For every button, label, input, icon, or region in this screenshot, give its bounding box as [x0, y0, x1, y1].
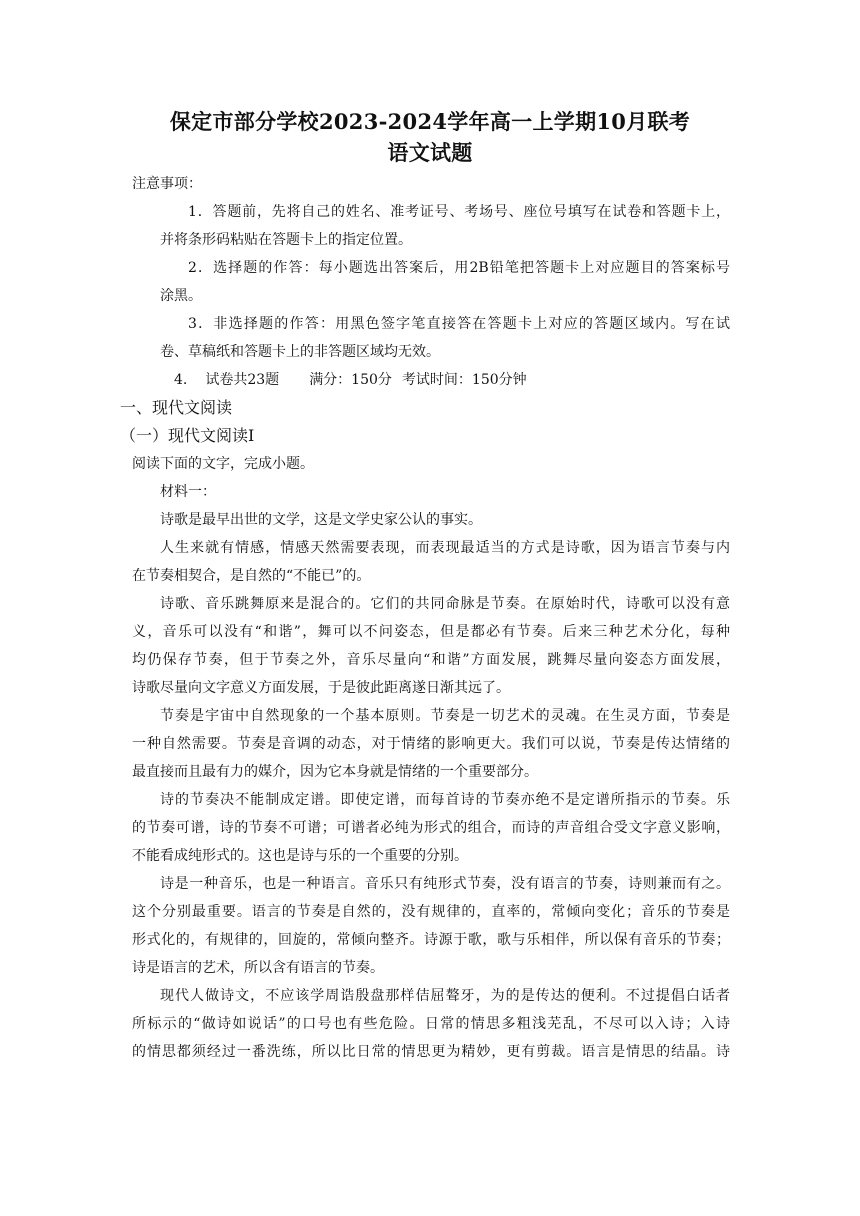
exam-title: 保定市部分学校2023-2024学年高一上学期10月联考 — [169, 109, 691, 134]
passage-line: 诗歌是最早出世的文学，这是文学史家公认的事实。 — [160, 512, 482, 528]
notes-block — [132, 170, 730, 394]
passage-line: 诗是一种音乐，也是一种语言。音乐只有纯形式节奏，没有语言的节奏，诗则兼而有之。 — [160, 876, 730, 892]
section-heading-part1: 一、现代文阅读 — [120, 398, 233, 417]
exam-duration: 考试时间：150分钟 — [401, 372, 527, 388]
passage-line: 形式化的，有规律的，回旋的，常倾向整齐。诗源于歌，歌与乐相伴，所以保有音乐的节奏； — [132, 932, 730, 948]
passage-line: 的节奏可谱，诗的节奏不可谱；可谱者必纯为形式的组合，而诗的声音组合受文字意义影响， — [132, 820, 730, 836]
passage-line: 在节奏相契合，是自然的“不能已”的。 — [132, 568, 371, 584]
note-item-3-line-1: 3．非选择题的作答：用黑色签字笔直接答在答题卡上对应的答题区域内。写在试 — [188, 316, 730, 332]
note-item-4 — [132, 366, 730, 394]
passage-line: 诗歌、音乐跳舞原来是混合的。它们的共同命脉是节奏。在原始时代，诗歌可以没有意 — [160, 596, 730, 612]
material-label: 材料一： — [160, 484, 216, 500]
note-item-4-number: 4. — [174, 372, 188, 388]
passage-line: 均仍保存节奏，但于节奏之外，音乐尽量向“和谐”方面发展，跳舞尽量向姿态方面发展， — [132, 652, 730, 668]
passage-line: 一种自然需要。节奏是音调的动态，对于情绪的影响更大。我们可以说，节奏是传达情绪的 — [132, 736, 730, 752]
note-item-3-line-2: 卷、草稿纸和答题卡上的非答题区域均无效。 — [160, 344, 440, 360]
reading-passage — [132, 506, 730, 1066]
passage-line: 所标示的“做诗如说话”的口号也有些危险。日常的情思多粗浅芜乱，不尽可以入诗；入诗 — [132, 1016, 730, 1032]
page-content — [120, 170, 730, 1066]
passage-line: 这个分别最重要。语言的节奏是自然的，没有规律的，直率的，常倾向变化；音乐的节奏是 — [132, 904, 730, 920]
reading-instruction: 阅读下面的文字，完成小题。 — [132, 456, 314, 472]
note-item-2-line-2: 涂黑。 — [160, 288, 202, 304]
exam-subject-title: 语文试题 — [387, 140, 473, 165]
notes-heading: 注意事项： — [132, 176, 202, 192]
passage-line: 现代人做诗文，不应该学周诰殷盘那样佶屈聱牙，为的是传达的便利。不过提倡白话者 — [160, 988, 730, 1004]
passage-line: 诗是语言的艺术，所以含有语言的节奏。 — [132, 960, 384, 976]
passage-line: 人生来就有情感，情感天然需要表现，而表现最适当的方式是诗歌，因为语言节奏与内 — [160, 540, 730, 556]
question-count: 试卷共23题 — [205, 372, 280, 388]
full-score: 满分：150分 — [309, 372, 392, 388]
note-item-1-line-1: 1．答题前，先将自己的姓名、准考证号、考场号、座位号填写在试卷和答题卡上， — [188, 204, 730, 220]
passage-line: 诗的节奏决不能制成定谱。即使定谱，而每首诗的节奏亦绝不是定谱所指示的节奏。乐 — [160, 792, 730, 808]
passage-line: 不能看成纯形式的。这也是诗与乐的一个重要的分别。 — [132, 848, 468, 864]
passage-line: 节奏是宇宙中自然现象的一个基本原则。节奏是一切艺术的灵魂。在生灵方面，节奏是 — [160, 708, 730, 724]
passage-line: 的情思都须经过一番洗练，所以比日常的情思更为精妙，更有剪裁。语言是情思的结晶。诗 — [132, 1044, 730, 1060]
note-item-2-line-1: 2．选择题的作答：每小题选出答案后，用2B铅笔把答题卡上对应题目的答案标号 — [188, 260, 730, 276]
passage-line: 义，音乐可以没有“和谐”，舞可以不问姿态，但是都必有节奏。后来三种艺术分化，每种 — [132, 624, 730, 640]
section-subheading: （一）现代文阅读Ⅰ — [120, 426, 255, 445]
passage-line: 最直接而且最有力的媒介，因为它本身就是情绪的一个重要部分。 — [132, 764, 538, 780]
note-item-1-line-2: 并将条形码粘贴在答题卡上的指定位置。 — [160, 232, 412, 248]
passage-line: 诗歌尽量向文字意义方面发展，于是彼此距离遂日渐其远了。 — [132, 680, 510, 696]
